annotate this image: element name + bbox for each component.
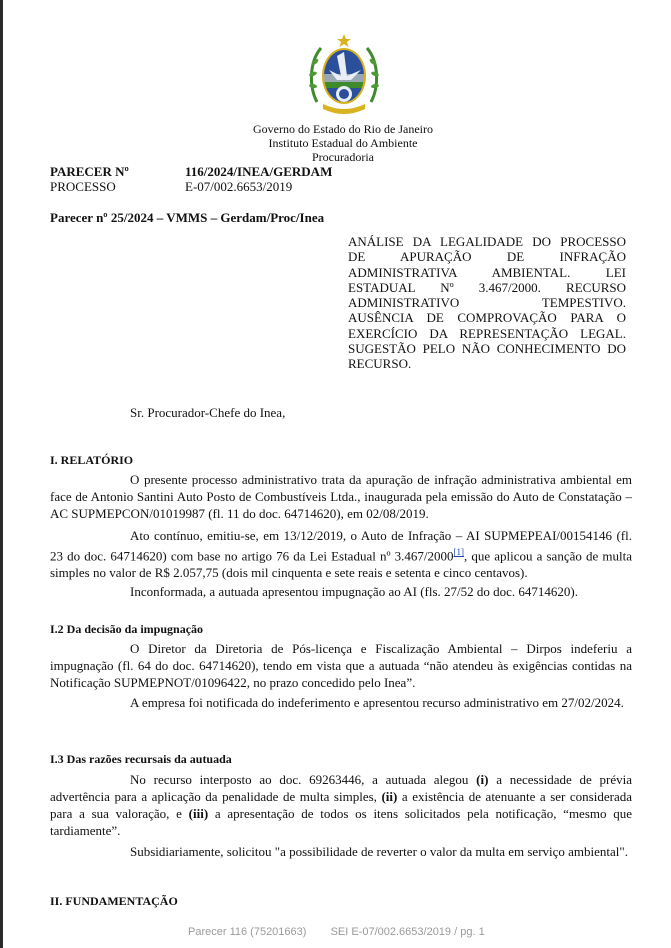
ementa-block xyxy=(348,234,626,372)
ementa-line: AUSÊNCIA DE COMPROVAÇÃO PARA O xyxy=(348,310,626,326)
parecer-subtitle: Parecer nº 25/2024 – VMMS – Gerdam/Proc/Inea xyxy=(50,210,325,225)
paragraph-text: a necessidade de prévia advertência para a aplicação da penalidade de multa simples, xyxy=(50,772,633,804)
item-marker: (iii) xyxy=(188,806,209,821)
section-title-impugnacao: I.2 Da decisão da impugnação xyxy=(50,622,204,636)
paragraph xyxy=(50,583,632,600)
paragraph xyxy=(50,694,632,711)
parecer-number: 116/2024/INEA/GERDAM xyxy=(185,164,333,179)
paragraph-text: Subsidiariamente, solicitou "a possibilidade de reverter o valor da multa em serviço ambiental". xyxy=(130,844,628,859)
page-footer xyxy=(188,926,485,938)
header-institute: Instituto Estadual do Ambiente xyxy=(268,136,418,150)
footer-document-id: Parecer 116 (75201663) xyxy=(188,926,307,938)
paragraph-text: a apresentação de todos os itens solicitados pela notificação, “mesmo que tardiamente”. xyxy=(50,806,632,838)
ementa-line: DE APURAÇÃO DE INFRAÇÃO xyxy=(348,249,626,265)
paragraph-text: Ato contínuo, emitiu-se, em 13/12/2019, o Auto de Infração – AI SUPMEPEAI/00154146 (fl. 23 do doc. 64714620) com base no artigo 76 da Lei Estadual nº 3.467/2000 xyxy=(50,528,632,564)
processo-label: PROCESSO xyxy=(50,179,116,194)
paragraph xyxy=(50,471,632,522)
paragraph-text: No recurso interposto ao doc. 69263446, a autuada alegou xyxy=(130,772,469,787)
paragraph-text: O Diretor da Diretoria de Pós-licença e Fiscalização Ambiental – Dirpos indeferiu a impugnação (fl. 64 do doc. 64714620), tendo em vista que a autuada “não atendeu às exigências contidas na Notificação SUPMEPNOT/01096422, no prazo concedido pelo Inea”. xyxy=(50,641,632,690)
section-title-fundamentacao: II. FUNDAMENTAÇÃO xyxy=(50,894,178,908)
document-page xyxy=(3,0,671,948)
paragraph-text: , que aplicou a sanção de multa simples no valor de R$ 2.057,75 (dois mil cinquenta e sete reais e setenta e cinco centavos). xyxy=(50,548,632,581)
ementa-line: RECURSO. xyxy=(348,356,412,372)
ementa-line: ANÁLISE DA LEGALIDADE DO PROCESSO xyxy=(348,234,626,249)
footer-process-page: SEI E-07/002.6653/2019 / pg. 1 xyxy=(330,926,485,938)
paragraph xyxy=(50,640,632,691)
footnote-link[interactable]: [1] xyxy=(453,547,464,557)
ementa-line: SUGESTÃO PELO NÃO CONHECIMENTO DO xyxy=(348,341,626,357)
ementa-line: ADMINISTRATIVA AMBIENTAL. LEI xyxy=(348,264,626,280)
item-marker: (ii) xyxy=(381,789,398,804)
paragraph-text: a existência de atenuante a ser considerada para a sua valoração, e xyxy=(50,789,632,821)
ementa-line: EXERCÍCIO DA REPRESENTAÇÃO LEGAL. xyxy=(348,325,626,341)
item-marker: (i) xyxy=(476,772,489,787)
paragraph-text: A empresa foi notificada do indeferimento e apresentou recurso administrativo em 27/02/2024. xyxy=(130,695,624,710)
section-title-relatorio: I. RELATÓRIO xyxy=(50,453,134,467)
paragraph xyxy=(50,771,632,839)
header-department: Procuradoria xyxy=(312,150,374,164)
salutation: Sr. Procurador-Chefe do Inea, xyxy=(130,405,286,420)
section-title-razoes: I.3 Das razões recursais da autuada xyxy=(50,752,232,766)
paragraph-text: Inconformada, a autuada apresentou impugnação ao AI (fls. 27/52 do doc. 64714620). xyxy=(130,584,579,599)
paragraph xyxy=(50,843,632,860)
coat-of-arms-icon xyxy=(307,32,381,118)
paragraph xyxy=(50,527,632,581)
processo-number: E-07/002.6653/2019 xyxy=(185,179,293,194)
ementa-line: ESTADUAL Nº 3.467/2000. RECURSO xyxy=(348,279,626,295)
paragraph-text: O presente processo administrativo trata da apuração de infração administrativa ambiental em face de Antonio Santini Auto Posto de Combustíveis Ltda., inaugurada pela emissão do Auto de Constatação – AC SUPMEPCON/01019987 (fl. 11 do doc. 64714620), em 02/08/2019. xyxy=(50,472,632,521)
parecer-label: PARECER Nº xyxy=(50,164,129,179)
ementa-line: ADMINISTRATIVO TEMPESTIVO. xyxy=(348,295,626,311)
header-government: Governo do Estado do Rio de Janeiro xyxy=(253,122,433,136)
